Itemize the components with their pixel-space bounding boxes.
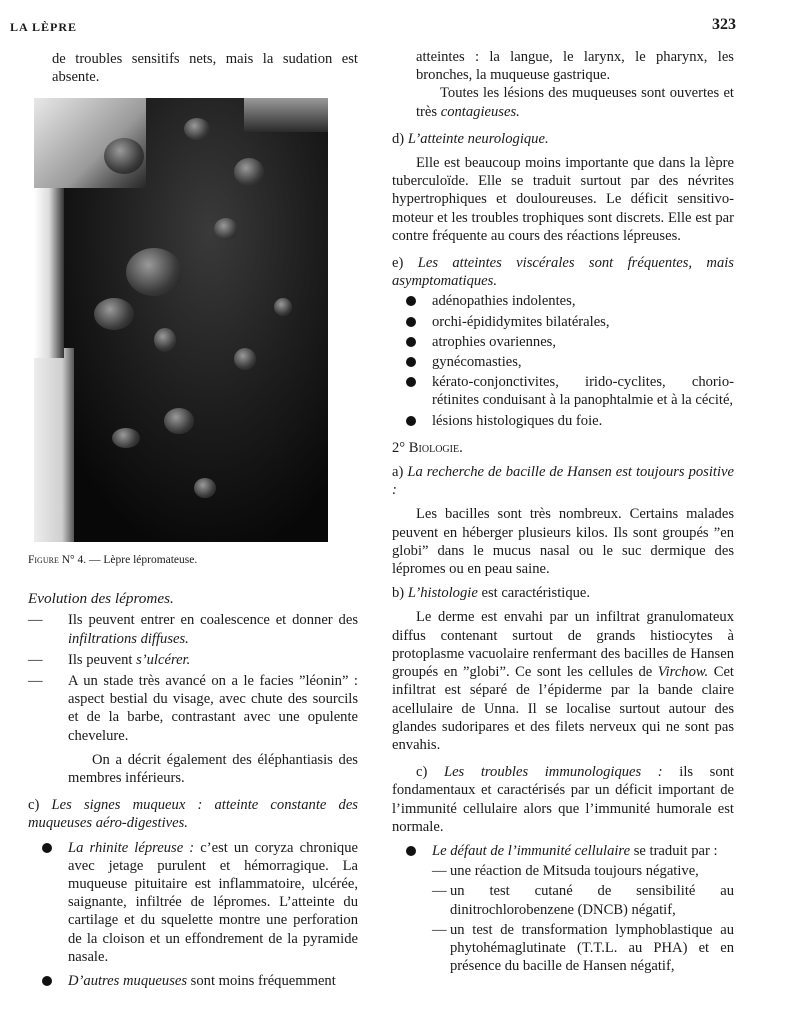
figure-caption-label: Figure N° 4. (28, 554, 87, 567)
neuro-title: L’atteinte neurologique. (407, 130, 549, 147)
intro-paragraph: de troubles sensitifs nets, mais la sudation est absente. (52, 51, 358, 86)
e-label: e) (392, 255, 418, 272)
neuro-paragraph: Elle est beaucoup moins importante que dans la lèpre tuberculoïde. Elle se traduit surtout par des névrites hypertrophiques et douloureuses. Le déficit sensitivo-moteur et les troubles trophiques sont discrets. Elle est par contre fréquente au cours des réactions lépreuses. (392, 155, 734, 244)
continuation-paragraph: atteintes : la langue, le larynx, le pharynx, les bronches, la muqueuse gastrique. (416, 49, 734, 84)
immuno-sub-item (392, 921, 734, 976)
visceral-item (392, 353, 734, 371)
histologie-paragraph (392, 608, 734, 754)
bullet-icon (406, 416, 416, 426)
figure-caption (28, 554, 358, 566)
visceral-item (392, 412, 734, 430)
dash-mark: — (28, 673, 43, 690)
page-number: 323 (712, 16, 736, 33)
running-title: LA LÈPRE (10, 20, 78, 34)
autres-title: D’autres muqueuses (68, 973, 188, 990)
left-column (28, 50, 358, 990)
immuno-sub-item-text: une réaction de Mitsuda toujours négative, (450, 863, 699, 880)
biologie-heading (392, 439, 734, 457)
bio-num: 2° (392, 439, 409, 456)
evolution-item-2 (28, 651, 358, 669)
bullet-icon (406, 337, 416, 347)
histologie-text-c: Cet infiltrat est séparé de l’épiderme par la bande claire acellulaire de Unna. Il se localise surtout autour des glandes sudoripares et des filets nerveux qui ne sont pas envahis. (392, 664, 734, 753)
c-label: c) (416, 764, 444, 781)
defaut-immunite-item (392, 842, 734, 860)
bacille-heading (392, 463, 734, 499)
dash-mark: — (28, 612, 43, 629)
evolution-item-2-italic: s’ulcérer. (136, 651, 191, 668)
immuno-sub-item (392, 862, 734, 880)
figure-caption-text: — Lèpre lépromateuse. (86, 554, 198, 567)
bacille-paragraph: Les bacilles sont très nombreux. Certains malades peuvent en héberger plusieurs kilos. Ils sont groupés ”en globi” dans le mucus nasal ou le suc dermique des lépromes ou en peau saine. (392, 506, 734, 578)
histologie-title-rest: est caractéristique. (477, 585, 591, 602)
evolution-item-1-italic: infiltrations diffuses. (68, 630, 189, 647)
immuno-text: ils sont fondamentaux et caractérisés par un déficit important de l’immunité cellulaire alors que l’immunité humorale est normale. (392, 764, 734, 835)
defaut-title: Le défaut de l’immunité cellulaire (432, 842, 631, 859)
bullet-icon (406, 317, 416, 327)
visceral-item-text: lésions histologiques du foie. (432, 412, 603, 429)
histologie-heading (392, 584, 734, 602)
dash-mark: — (432, 863, 447, 880)
right-column (392, 48, 734, 975)
immuno-title: Les troubles immunologiques : (443, 764, 663, 781)
evolution-item-1 (28, 611, 358, 647)
visceral-item-text: adénopathies indolentes, (432, 293, 576, 310)
bullet-icon (406, 357, 416, 367)
signes-muqueux-title: Les signes muqueux : atteinte constante des muqueuses aéro-digestives. (28, 797, 358, 832)
bullet-icon (42, 843, 52, 853)
a-label: a) (392, 464, 408, 481)
evolution-item-1-text: Ils peuvent entrer en coalescence et donner des (68, 612, 358, 629)
visceral-item-text: gynécomasties, (432, 354, 522, 371)
elephantiasis-paragraph: On a décrit également des éléphantiasis des membres inférieurs. (68, 751, 358, 787)
visceral-item (392, 313, 734, 331)
visceral-item (392, 373, 734, 409)
rhinite-title: La rhinite lépreuse : (68, 839, 195, 856)
c-label: c) (28, 797, 52, 814)
autres-muqueuses-item (28, 972, 358, 990)
immuno-sub-item-text: un test cutané de sensibilité au dinitrochlorobenzene (DNCB) négatif, (450, 883, 734, 918)
bullet-icon (406, 846, 416, 856)
bullet-icon (406, 377, 416, 387)
neuro-heading (392, 130, 734, 148)
figure-photo (34, 98, 328, 542)
visceral-item-text: orchi-épididymites bilatérales, (432, 313, 610, 330)
biologie-title: Biologie. (408, 439, 463, 456)
rhinite-text: c’est un coryza chronique avec jetage purulent et hémorragique. La muqueuse pituitaire est inflammatoire, ulcérée, saignante, infiltrée de lépromes. L’atteinte du cartilage et du squelette montre une perforation de la cloison et un effondrement de la pyramide nasale. (68, 839, 358, 965)
signes-muqueux-heading (28, 796, 358, 832)
dash-mark: — (432, 921, 447, 938)
b-label: b) (392, 585, 408, 602)
dash-mark: — (432, 883, 447, 900)
rhinite-item (28, 839, 358, 966)
evolution-item-2-text: Ils peuvent (68, 651, 137, 668)
immuno-sub-item-text: un test de transformation lymphoblastique au phytohémaglutinate (T.T.L. au PHA) et en présence du bacille de Hansen négatif, (450, 921, 734, 975)
evolution-heading: Evolution des lépromes. (28, 590, 174, 608)
lesions-text: Toutes les lésions des muqueuses sont ouvertes et très (416, 85, 734, 120)
visceral-title: Les atteintes viscérales sont fréquentes, mais asymptomatiques. (392, 255, 734, 290)
histologie-title: L’histologie (407, 585, 478, 602)
evolution-item-3 (28, 672, 358, 745)
visceral-heading (392, 254, 734, 290)
lesions-paragraph (392, 84, 734, 120)
lesions-italic: contagieuses. (440, 103, 520, 120)
histologie-virchow: Virchow. (657, 664, 709, 681)
bullet-icon (406, 296, 416, 306)
visceral-item-text: kérato-conjonctivites, irido-cyclites, chorio-rétinites conduisant à la panophtalmie et à la cécité, (432, 374, 734, 409)
visceral-item (392, 333, 734, 351)
visceral-item-text: atrophies ovariennes, (432, 333, 557, 350)
immuno-sub-item (392, 882, 734, 918)
histologie-text-a: Le derme est envahi par un infiltrat granulomateux diffus contenant surtout de grands histiocytes à protoplasme vacuolaire renfermant des bacilles de Hansen groupés en ”globi”. Ce sont les cellules de (392, 609, 734, 681)
defaut-text: se traduit par : (630, 842, 718, 859)
d-label: d) (392, 130, 408, 147)
bullet-icon (42, 976, 52, 986)
autres-text: sont moins fréquemment (187, 973, 336, 990)
dash-mark: — (28, 651, 43, 668)
immuno-paragraph (392, 763, 734, 836)
visceral-item (392, 292, 734, 310)
bacille-title: La recherche de bacille de Hansen est toujours positive : (392, 464, 734, 499)
evolution-item-3-text: A un stade très avancé on a le facies ”léonin” : aspect bestial du visage, avec chute des sourcils et de la barbe, contrastant avec une opulente chevelure. (68, 673, 358, 744)
